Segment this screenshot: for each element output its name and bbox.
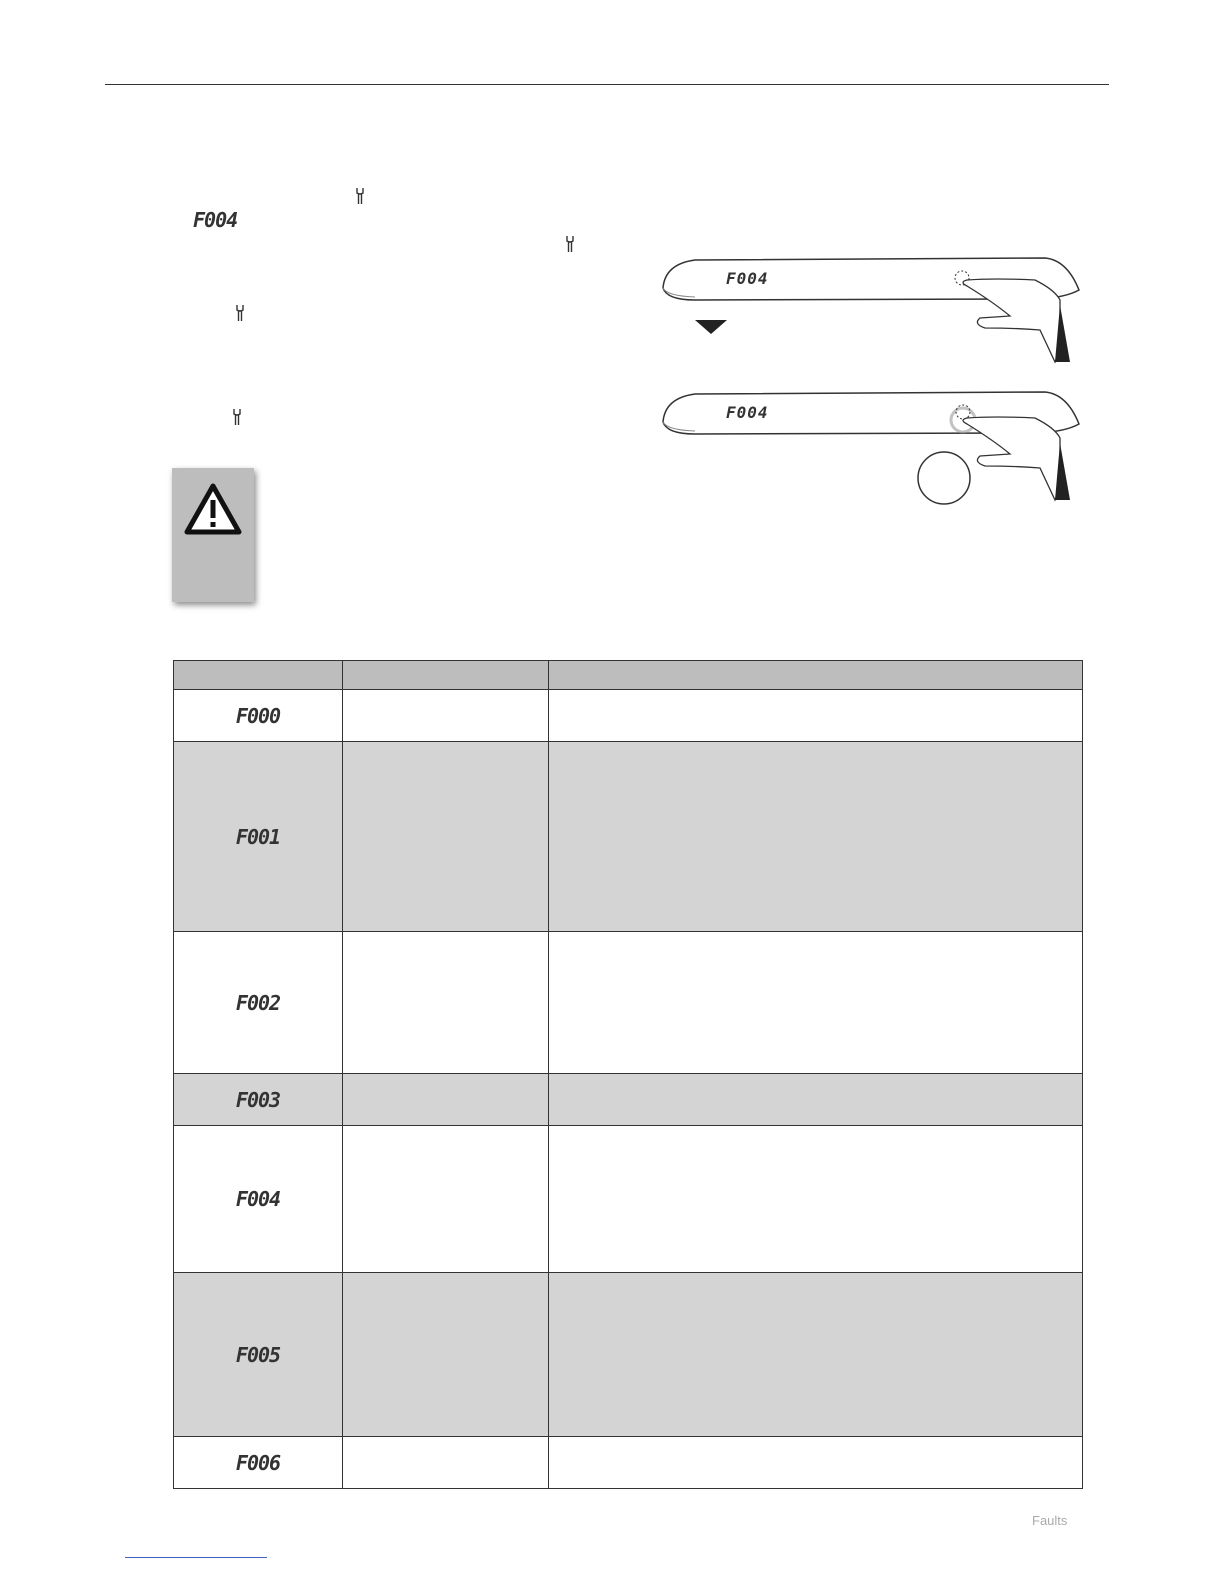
panel-top-code: F004 — [726, 269, 769, 288]
fault-code: F005 — [235, 1342, 281, 1367]
fault-code: F002 — [235, 990, 281, 1015]
table-row — [174, 1273, 1083, 1437]
header-cell-action — [549, 661, 1083, 690]
wrench-icon — [354, 186, 366, 206]
fault-code: F003 — [235, 1087, 281, 1112]
table-header-row — [174, 661, 1083, 690]
fault-code: F000 — [235, 703, 281, 728]
footer-section-label: Faults — [1032, 1513, 1068, 1528]
wrench-icon — [231, 407, 243, 427]
table-row — [174, 742, 1083, 932]
panel-bottom-code: F004 — [726, 403, 769, 422]
wrench-icon — [564, 234, 576, 254]
control-panel-illustration — [655, 250, 1085, 515]
warning-box — [172, 468, 254, 602]
fault-code: F001 — [235, 824, 281, 849]
table-row — [174, 932, 1083, 1074]
warning-triangle-icon — [183, 482, 243, 536]
header-rule — [105, 84, 1109, 85]
fault-code-table — [173, 660, 1083, 1489]
fault-code: F006 — [235, 1450, 281, 1475]
table-row — [174, 1437, 1083, 1489]
footer-link-underline[interactable] — [125, 1557, 267, 1558]
table-row — [174, 1074, 1083, 1126]
fault-code: F004 — [235, 1187, 281, 1211]
header-cell-fault — [343, 661, 549, 690]
header-cell-code — [174, 661, 343, 690]
arrow-down-icon — [695, 320, 727, 334]
table-row — [174, 690, 1083, 742]
wrench-icon — [234, 303, 246, 323]
table-row — [174, 1126, 1083, 1273]
intro-fault-code: F004 — [193, 208, 238, 232]
